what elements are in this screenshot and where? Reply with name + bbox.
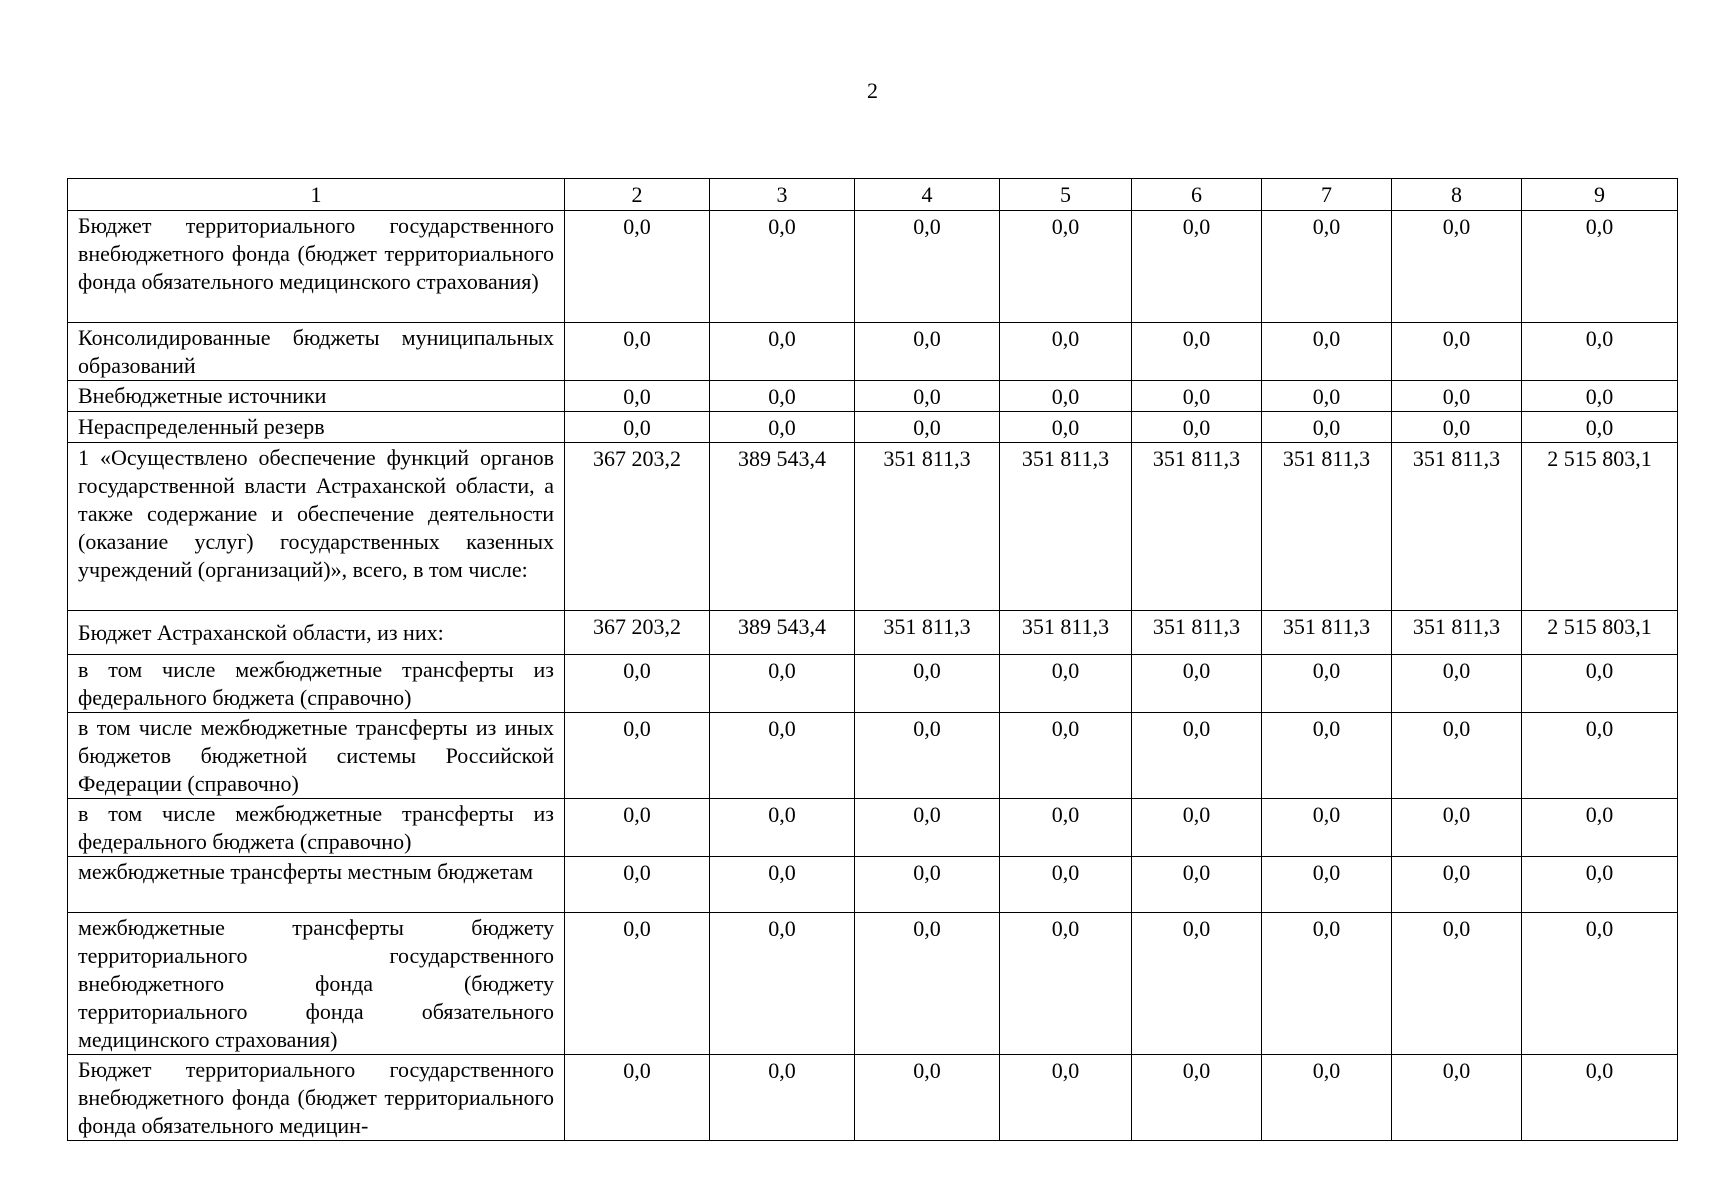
value-cell: 0,0 [1132, 412, 1262, 443]
value-cell: 0,0 [1132, 713, 1262, 799]
value-cell: 0,0 [565, 412, 710, 443]
value-cell: 367 203,2 [565, 611, 710, 655]
row-label: Бюджет территориального государственного внебюджетного фонда (бюджет территориального фонда обязательного медицинского страхования) [68, 211, 565, 323]
value-cell: 0,0 [710, 412, 855, 443]
table-body [68, 179, 1678, 1141]
value-cell: 0,0 [565, 1055, 710, 1141]
value-cell: 351 811,3 [855, 611, 1000, 655]
table-row [68, 443, 1678, 611]
value-cell: 0,0 [710, 857, 855, 913]
row-label: Бюджет территориального государственного внебюджетного фонда (бюджет территориального фонда обязательного медицин- [68, 1055, 565, 1141]
value-cell: 0,0 [710, 323, 855, 381]
value-cell: 0,0 [1000, 655, 1132, 713]
value-cell: 2 515 803,1 [1522, 611, 1678, 655]
value-cell: 0,0 [1000, 1055, 1132, 1141]
row-label: 1 «Осуществлено обеспечение функций органов государственной власти Астраханской области, а также содержание и обеспечение деятельности (оказание услуг) государственных казенных учреждений (организаций)», всего, в том числе: [68, 443, 565, 611]
value-cell: 0,0 [710, 655, 855, 713]
value-cell: 0,0 [1522, 713, 1678, 799]
header-cell: 1 [68, 179, 565, 211]
row-label: Нераспределенный резерв [68, 412, 565, 443]
value-cell: 0,0 [1132, 381, 1262, 412]
value-cell: 0,0 [855, 713, 1000, 799]
value-cell: 0,0 [710, 381, 855, 412]
page-number: 2 [867, 78, 878, 103]
header-cell: 9 [1522, 179, 1678, 211]
value-cell: 0,0 [1522, 799, 1678, 857]
value-cell: 0,0 [710, 713, 855, 799]
value-cell: 0,0 [1522, 412, 1678, 443]
value-cell: 0,0 [855, 913, 1000, 1055]
value-cell: 0,0 [1132, 913, 1262, 1055]
header-cell: 3 [710, 179, 855, 211]
value-cell: 0,0 [1262, 381, 1392, 412]
value-cell: 351 811,3 [855, 443, 1000, 611]
value-cell: 0,0 [710, 1055, 855, 1141]
value-cell: 351 811,3 [1000, 611, 1132, 655]
value-cell: 351 811,3 [1392, 611, 1522, 655]
value-cell: 0,0 [1262, 412, 1392, 443]
value-cell: 0,0 [1132, 323, 1262, 381]
value-cell: 0,0 [1392, 713, 1522, 799]
value-cell: 0,0 [1262, 913, 1392, 1055]
value-cell: 367 203,2 [565, 443, 710, 611]
table-row [68, 857, 1678, 913]
value-cell: 0,0 [1392, 381, 1522, 412]
value-cell: 0,0 [1392, 211, 1522, 323]
value-cell: 0,0 [1522, 655, 1678, 713]
value-cell: 0,0 [1392, 913, 1522, 1055]
value-cell: 0,0 [710, 799, 855, 857]
value-cell: 0,0 [1392, 323, 1522, 381]
value-cell: 0,0 [1392, 655, 1522, 713]
table-row [68, 381, 1678, 412]
value-cell: 0,0 [1522, 857, 1678, 913]
value-cell: 389 543,4 [710, 611, 855, 655]
value-cell: 0,0 [1392, 857, 1522, 913]
value-cell: 0,0 [1262, 857, 1392, 913]
value-cell: 0,0 [565, 799, 710, 857]
value-cell: 0,0 [710, 913, 855, 1055]
value-cell: 0,0 [565, 857, 710, 913]
header-cell: 2 [565, 179, 710, 211]
budget-table [67, 178, 1678, 1141]
table-row [68, 913, 1678, 1055]
value-cell: 0,0 [1392, 412, 1522, 443]
value-cell: 0,0 [855, 799, 1000, 857]
value-cell: 0,0 [1392, 1055, 1522, 1141]
value-cell: 0,0 [565, 655, 710, 713]
value-cell: 351 811,3 [1000, 443, 1132, 611]
table-row [68, 211, 1678, 323]
value-cell: 0,0 [1262, 713, 1392, 799]
row-label: в том числе межбюджетные трансферты из федерального бюджета (справочно) [68, 799, 565, 857]
header-cell: 7 [1262, 179, 1392, 211]
value-cell: 0,0 [1262, 1055, 1392, 1141]
value-cell: 0,0 [565, 211, 710, 323]
row-label: в том числе межбюджетные трансферты из иных бюджетов бюджетной системы Российской Федерации (справочно) [68, 713, 565, 799]
header-cell: 6 [1132, 179, 1262, 211]
value-cell: 0,0 [1000, 913, 1132, 1055]
header-cell: 5 [1000, 179, 1132, 211]
value-cell: 0,0 [1262, 655, 1392, 713]
value-cell: 351 811,3 [1392, 443, 1522, 611]
value-cell: 0,0 [565, 713, 710, 799]
value-cell: 0,0 [855, 412, 1000, 443]
value-cell: 0,0 [1000, 412, 1132, 443]
value-cell: 0,0 [1522, 1055, 1678, 1141]
value-cell: 0,0 [1000, 323, 1132, 381]
value-cell: 0,0 [1522, 323, 1678, 381]
value-cell: 0,0 [1132, 211, 1262, 323]
table-row [68, 713, 1678, 799]
value-cell: 0,0 [1000, 713, 1132, 799]
row-label: Внебюджетные источники [68, 381, 565, 412]
value-cell: 351 811,3 [1132, 443, 1262, 611]
value-cell: 0,0 [855, 381, 1000, 412]
value-cell: 0,0 [1000, 857, 1132, 913]
row-label: в том числе межбюджетные трансферты из федерального бюджета (справочно) [68, 655, 565, 713]
value-cell: 0,0 [565, 913, 710, 1055]
value-cell: 0,0 [710, 211, 855, 323]
value-cell: 351 811,3 [1262, 443, 1392, 611]
value-cell: 0,0 [1522, 913, 1678, 1055]
value-cell: 0,0 [565, 323, 710, 381]
row-label: межбюджетные трансферты бюджету территориального государственного внебюджетного фонда (бюджету территориального фонда обязательного медицинского страхования) [68, 913, 565, 1055]
value-cell: 0,0 [855, 655, 1000, 713]
value-cell: 0,0 [1000, 799, 1132, 857]
value-cell: 0,0 [1262, 211, 1392, 323]
value-cell: 0,0 [855, 1055, 1000, 1141]
value-cell: 0,0 [1132, 1055, 1262, 1141]
value-cell: 351 811,3 [1262, 611, 1392, 655]
row-label: Консолидированные бюджеты муниципальных образований [68, 323, 565, 381]
value-cell: 0,0 [855, 323, 1000, 381]
value-cell: 351 811,3 [1132, 611, 1262, 655]
value-cell: 0,0 [1132, 799, 1262, 857]
value-cell: 0,0 [1000, 211, 1132, 323]
value-cell: 0,0 [1132, 857, 1262, 913]
row-label: межбюджетные трансферты местным бюджетам [68, 857, 565, 913]
header-cell: 8 [1392, 179, 1522, 211]
table-row [68, 323, 1678, 381]
value-cell: 0,0 [1262, 323, 1392, 381]
table-row [68, 799, 1678, 857]
value-cell: 389 543,4 [710, 443, 855, 611]
value-cell: 0,0 [855, 211, 1000, 323]
value-cell: 0,0 [1132, 655, 1262, 713]
table-header-row [68, 179, 1678, 211]
header-cell: 4 [855, 179, 1000, 211]
table-row [68, 655, 1678, 713]
value-cell: 0,0 [855, 857, 1000, 913]
table-row [68, 1055, 1678, 1141]
table-row [68, 412, 1678, 443]
value-cell: 0,0 [1262, 799, 1392, 857]
row-label: Бюджет Астраханской области, из них: [68, 611, 565, 655]
value-cell: 0,0 [1392, 799, 1522, 857]
value-cell: 0,0 [565, 381, 710, 412]
value-cell: 2 515 803,1 [1522, 443, 1678, 611]
value-cell: 0,0 [1000, 381, 1132, 412]
value-cell: 0,0 [1522, 211, 1678, 323]
value-cell: 0,0 [1522, 381, 1678, 412]
table-row [68, 611, 1678, 655]
